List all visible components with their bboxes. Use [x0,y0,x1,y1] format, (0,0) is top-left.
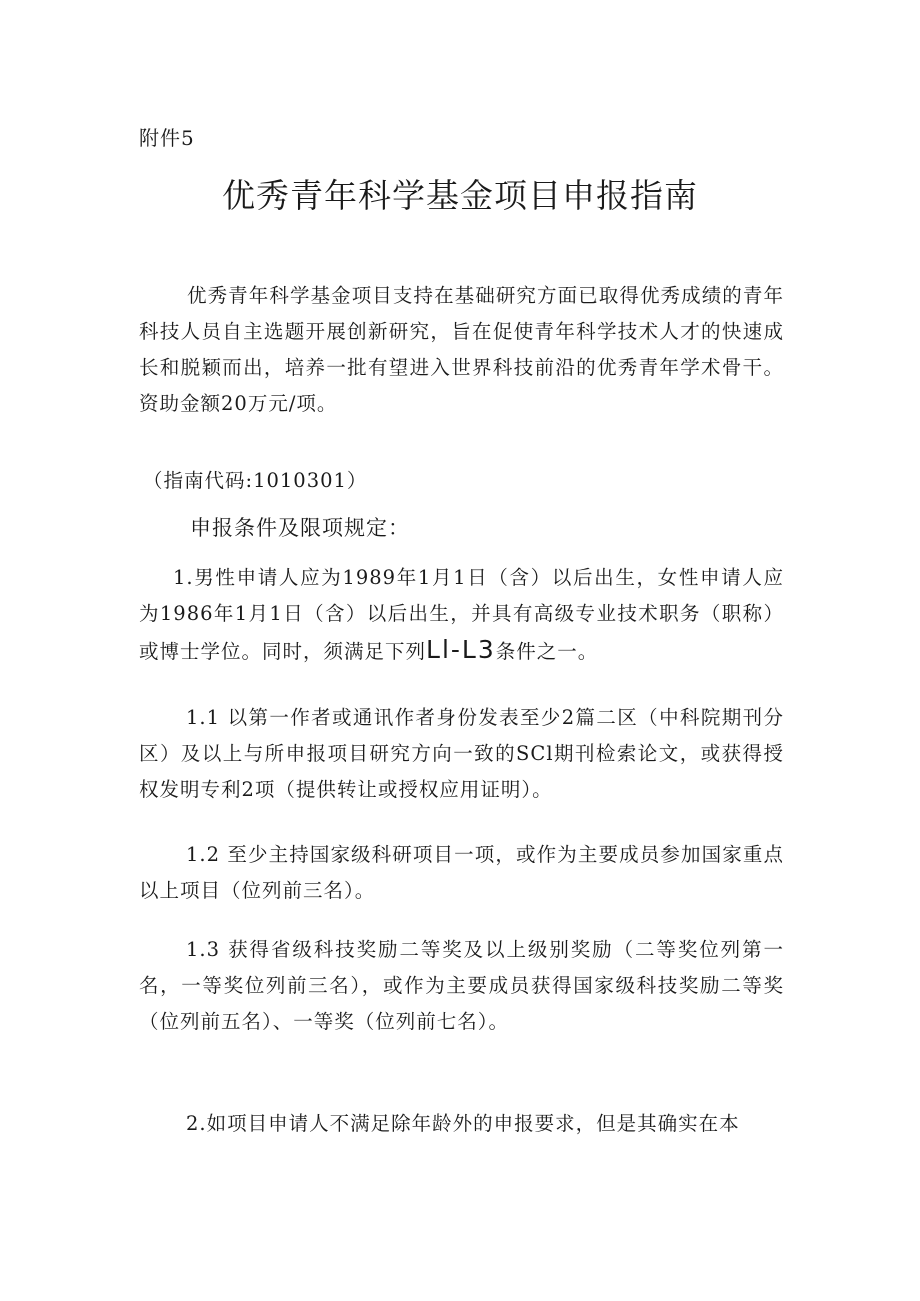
condition-item-1-tail: 条件之一。 [495,640,599,663]
condition-item-1-text: 1.男性申请人应为1989年1月1日（含）以后出生，女性申请人应为1986年1月1日（含）以后出生，并具有高级专业技术职务（职称）或博士学位。同时，须满足下列 [139,566,784,663]
condition-item-1 [139,560,784,670]
conditions-heading: 申报条件及限项规定： [190,516,410,540]
intro-paragraph: 优秀青年科学基金项目支持在基础研究方面已取得优秀成绩的青年科技人员自主选题开展创新研究，旨在促使青年科学技术人才的快速成长和脱颖而出，培养一批有望进入世界科技前沿的优秀青年学术骨干。资助金额20万元/项。 [139,284,784,415]
condition-item-1-3: 1.3 获得省级科技奖励二等奖及以上级别奖励（二等奖位列第一名，一等奖位列前三名），或作为主要成员获得国家级科技奖励二等奖（位列前五名）、一等奖（位列前七名）。 [139,938,784,1033]
attachment-label: 附件5 [139,126,195,150]
condition-item-2: 2.如项目申请人不满足除年龄外的申报要求，但是其确实在本 [186,1112,740,1135]
condition-item-1-codes: Ll-L3 [426,635,496,664]
condition-item-1-2: 1.2 至少主持国家级科研项目一项，或作为主要成员参加国家重点以上项目（位列前三名）。 [139,843,784,902]
document-title: 优秀青年科学基金项目申报指南 [222,176,698,215]
condition-item-1-1: 1.1 以第一作者或通讯作者身份发表至少2篇二区（中科院期刊分区）及以上与所申报项目研究方向一致的SCl期刊检索论文，或获得授权发明专利2项（提供转让或授权应用证明）。 [139,706,784,801]
guide-code: （指南代码:1010301） [143,469,368,492]
